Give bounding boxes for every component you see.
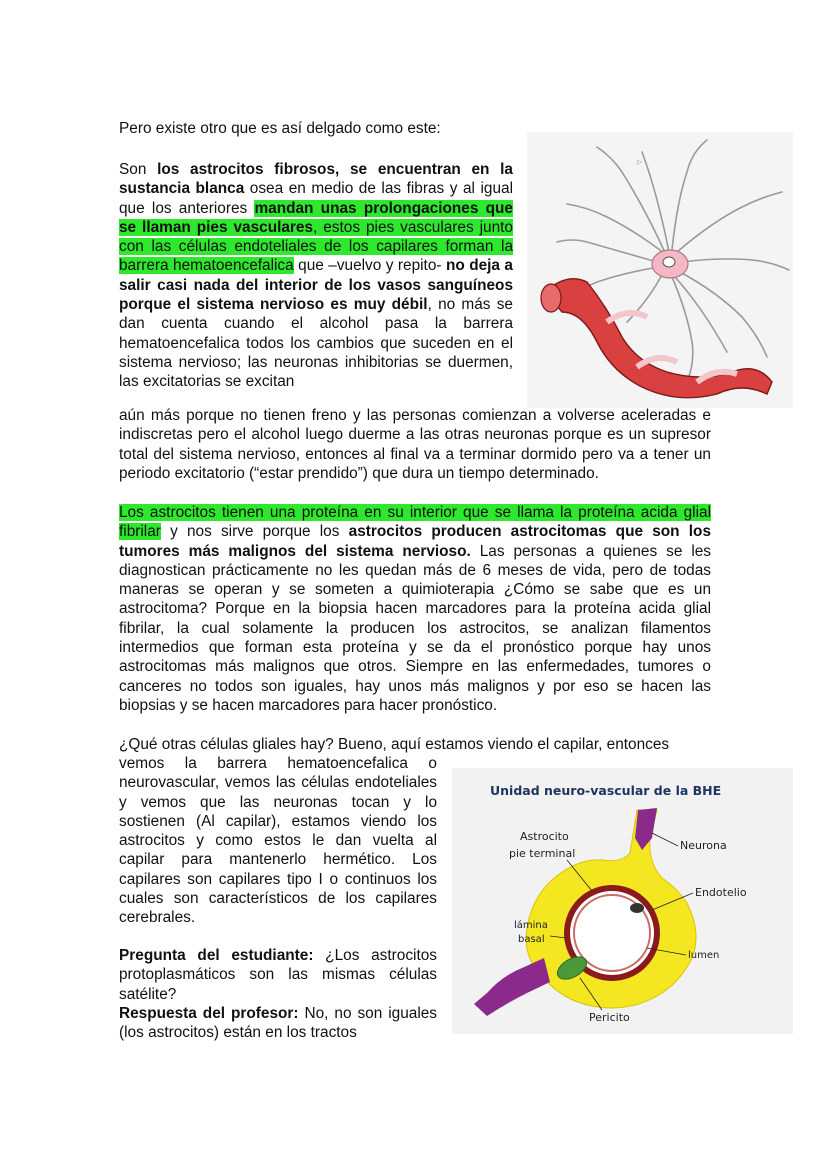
bold-run: los astrocitos fibrosos, se encuentran en la sustancia blanca	[119, 161, 513, 198]
otras-lead-line: ¿Qué otras células gliales hay? Bueno, aquí estamos viendo el capilar, entonces	[119, 736, 670, 753]
highlighted-bold-run: mandan unas prolongaciones que se llaman pies vasculares	[119, 199, 513, 236]
text-run: y nos sirve porque los	[160, 523, 349, 541]
text-run: osea en medio de las fibras y al igual que los anteriores	[119, 180, 513, 217]
pregunta-label: Pregunta del estudiante:	[119, 947, 314, 964]
highlighted-run: Los astrocitos tienen una proteína en su interior que se llama la proteína acida glial fibrilar	[119, 504, 711, 541]
astrocyte-illustration	[527, 132, 793, 408]
highlighted-run: , estos pies vasculares junto con las células endoteliales de los capilares forman la barrera hematoencefalica	[119, 218, 513, 275]
respuesta-paragraph: Respuesta del profesor: No, no son iguales (los astrocitos) están en los tractos	[119, 1005, 437, 1042]
label-neurona: Neurona	[680, 839, 727, 852]
label-pie-terminal: pie terminal	[509, 847, 576, 860]
intro-paragraph: Pero existe otro que es así delgado como este:	[119, 120, 441, 137]
fibrosos-continuation: aún más porque no tienen freno y las personas comienzan a volverse aceleradas e indiscretas pero el alcohol luego duerme a las otras neuronas porque es un supresor total del sistema nervioso, entonces al final va a terminar dormido pero va a tener un periodo excitatorio (“estar prendido”) que dura un tiempo determinado.	[119, 407, 711, 482]
bold-run: no deja a salir casi nada del interior de los vasos sanguíneos porque el sistema nervioso es muy débil	[119, 257, 513, 314]
respuesta-label: Respuesta del profesor:	[119, 1005, 299, 1022]
neurovascular-unit-figure	[452, 768, 793, 1034]
bold-run: astrocitos producen astrocitomas que son los tumores más malignos del sistema nervioso.	[119, 523, 712, 560]
label-astrocito: Astrocito	[520, 830, 569, 843]
text-run: que –vuelvo y repito-	[293, 257, 446, 275]
text-run: Son	[119, 161, 158, 178]
label-lamina: lámina	[514, 920, 548, 931]
label-basal: basal	[518, 934, 545, 945]
fibrosos-paragraph	[119, 160, 513, 392]
text-run: Las personas a quienes se les diagnostican prácticamente no les quedan más de 6 meses de vida, pero de todas maneras se operan y se someten a quimioterapia ¿Cómo se sabe que es un astrocitoma? Porque en la biopsia hacen marcadores para la proteína acida glial fibrilar, la cual solamente la producen los astrocitos, se analizan filamentos intermedios que forman esta proteína y se da el pronóstico porque hay unos astrocitomas más malignos que otros. Siempre en las enfermedades, tumores o canceres no todos son iguales, hay unos más malignos y por eso se hacen las biopsias y se hacen marcadores para hacer pronóstico.	[119, 542, 711, 714]
otras-paragraph: vemos la barrera hematoencefalica o neurovascular, vemos las células endoteliales y vemos que las neuronas tocan y lo sostienen (Al capilar), estamos viendo los astrocitos y como estos le dan vuelta al capilar para mantenerlo hermético. Los capilares son capilares tipo I o continuos los cuales son característicos de los capilares cerebrales.	[119, 755, 437, 927]
gfap-paragraph	[119, 503, 711, 715]
pregunta-paragraph: Pregunta del estudiante: ¿Los astrocitos protoplasmáticos son las mismas células satélite?	[119, 947, 437, 1003]
svg-text:▷: ▷	[637, 158, 643, 166]
text-run: , no más se dan cuenta cuando el alcohol pasa la barrera hematoencefalica todos los cambios que suceden en el sistema nervioso; las neuronas inhibitorias se duermen, las excitatorias se excitan	[119, 296, 513, 391]
figure-title: Unidad neuro-vascular de la BHE	[490, 783, 722, 798]
label-pericito: Pericito	[589, 1011, 630, 1024]
label-lumen: lumen	[688, 950, 720, 961]
label-endotelio: Endotelio	[695, 886, 747, 899]
